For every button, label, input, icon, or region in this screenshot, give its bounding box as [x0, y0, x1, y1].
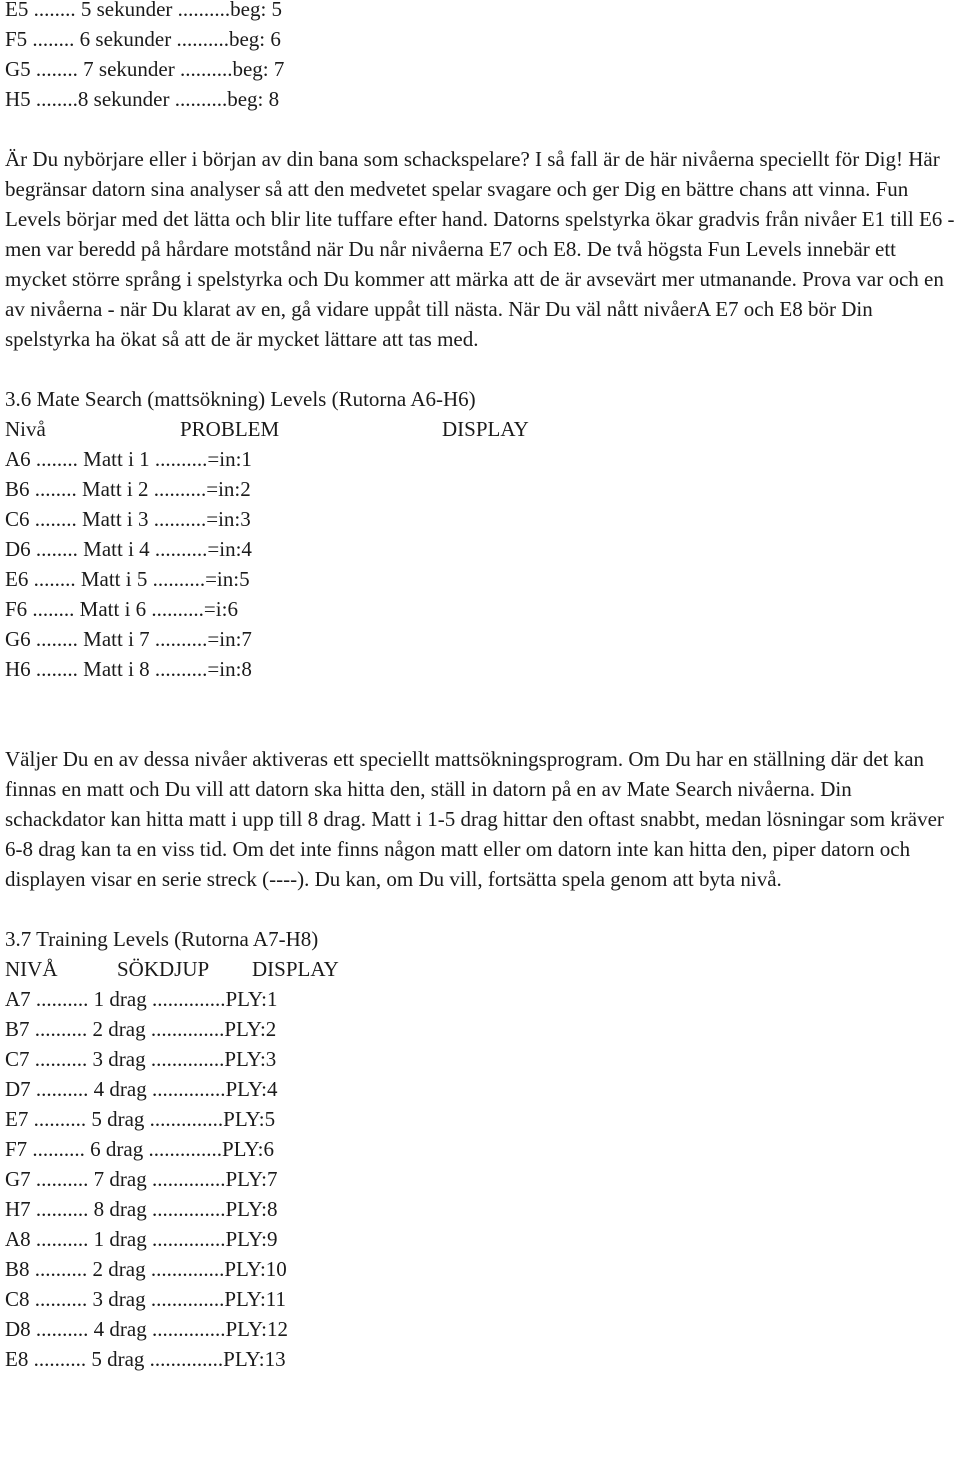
table-row: A7 .......... 1 drag ..............PLY:1 — [5, 987, 278, 1011]
level-row: F5 ........ 6 sekunder ..........beg: 6 — [5, 27, 281, 51]
column-header-level: Nivå — [5, 417, 46, 441]
table-row: C7 .......... 3 drag ..............PLY:3 — [5, 1047, 277, 1071]
table-row: B7 .......... 2 drag ..............PLY:2 — [5, 1017, 277, 1041]
section-heading: 3.7 Training Levels (Rutorna A7-H8) — [5, 927, 319, 951]
column-header-display: DISPLAY — [252, 957, 339, 981]
table-row: D7 .......... 4 drag ..............PLY:4 — [5, 1077, 278, 1101]
column-header-depth: SÖKDJUP — [117, 957, 210, 981]
table-row: G7 .......... 7 drag ..............PLY:7 — [5, 1167, 278, 1191]
document-page — [5, 0, 957, 1374]
table-row: F6 ........ Matt i 6 ..........=i:6 — [5, 597, 238, 621]
table-row: D6 ........ Matt i 4 ..........=in:4 — [5, 537, 252, 561]
table-row: D8 .......... 4 drag ..............PLY:12 — [5, 1317, 288, 1341]
training-levels-section — [5, 924, 957, 1374]
fun-levels-paragraph: Är Du nybörjare eller i början av din bana som schackspelare? I så fall är de här nivåerna speciellt för Dig! Här begränsar datorn sina analyser så att den medvetet spelar svagare och ger Dig en bättre chans att vinna. Fun Levels börjar med det lätta och blir lite tuffare efter hand. Datorns spelstyrka ökar gradvis från nivåer E1 till E6 - men var beredd på hårdare motstånd när Du når nivåerna E7 och E8. De två högsta Fun Levels innebär ett mycket större språng i spelstyrka och Du kommer att märka att de är avsevärt mer utmanande. Prova var och en av nivåerna - när Du klarat av en, gå vidare uppåt till nästa. När Du väl nått nivåerA E7 och E8 bör Din spelstyrka ha ökat så att de är mycket lättare att tas med. — [5, 147, 955, 351]
mate-search-section — [5, 384, 957, 894]
table-header — [5, 954, 957, 984]
table-row: F7 .......... 6 drag ..............PLY:6 — [5, 1137, 274, 1161]
fun-levels-list-tail — [5, 0, 957, 114]
table-row: E7 .......... 5 drag ..............PLY:5 — [5, 1107, 276, 1131]
table-row: B8 .......... 2 drag ..............PLY:10 — [5, 1257, 287, 1281]
column-header-display: DISPLAY — [442, 417, 529, 441]
spacer — [5, 894, 957, 924]
spacer — [5, 114, 957, 144]
spacer — [5, 684, 957, 744]
table-row: H6 ........ Matt i 8 ..........=in:8 — [5, 657, 252, 681]
table-row: C6 ........ Matt i 3 ..........=in:3 — [5, 507, 251, 531]
table-row: E8 .......... 5 drag ..............PLY:13 — [5, 1347, 286, 1371]
table-row: H7 .......... 8 drag ..............PLY:8 — [5, 1197, 278, 1221]
section-heading: 3.6 Mate Search (mattsökning) Levels (Rutorna A6-H6) — [5, 387, 476, 411]
table-row: A8 .......... 1 drag ..............PLY:9 — [5, 1227, 278, 1251]
column-header-level: NIVÅ — [5, 957, 58, 981]
mate-search-paragraph: Väljer Du en av dessa nivåer aktiveras ett speciellt mattsökningsprogram. Om Du har en ställning där det kan finnas en matt och Du vill att datorn ska hitta den, ställ in datorn på en av Mate Search nivåerna. Din schackdator kan hitta matt i upp till 8 drag. Matt i 1-5 drag hittar den oftast snabbt, medan lösningar som kräver 6-8 drag kan ta en viss tid. Om det inte finns någon matt eller om datorn inte kan hitta den, piper datorn och displayen visar en serie streck (----). Du kan, om Du vill, fortsätta spela genom att byta nivå. — [5, 747, 944, 891]
table-row: B6 ........ Matt i 2 ..........=in:2 — [5, 477, 251, 501]
level-row: G5 ........ 7 sekunder ..........beg: 7 — [5, 57, 285, 81]
level-row: E5 ........ 5 sekunder ..........beg: 5 — [5, 0, 283, 21]
column-header-problem: PROBLEM — [180, 417, 280, 441]
table-row: E6 ........ Matt i 5 ..........=in:5 — [5, 567, 250, 591]
level-row: H5 ........8 sekunder ..........beg: 8 — [5, 87, 280, 111]
table-row: C8 .......... 3 drag ..............PLY:11 — [5, 1287, 287, 1311]
table-row: A6 ........ Matt i 1 ..........=in:1 — [5, 447, 252, 471]
table-header — [5, 414, 957, 444]
spacer — [5, 354, 957, 384]
table-row: G6 ........ Matt i 7 ..........=in:7 — [5, 627, 252, 651]
